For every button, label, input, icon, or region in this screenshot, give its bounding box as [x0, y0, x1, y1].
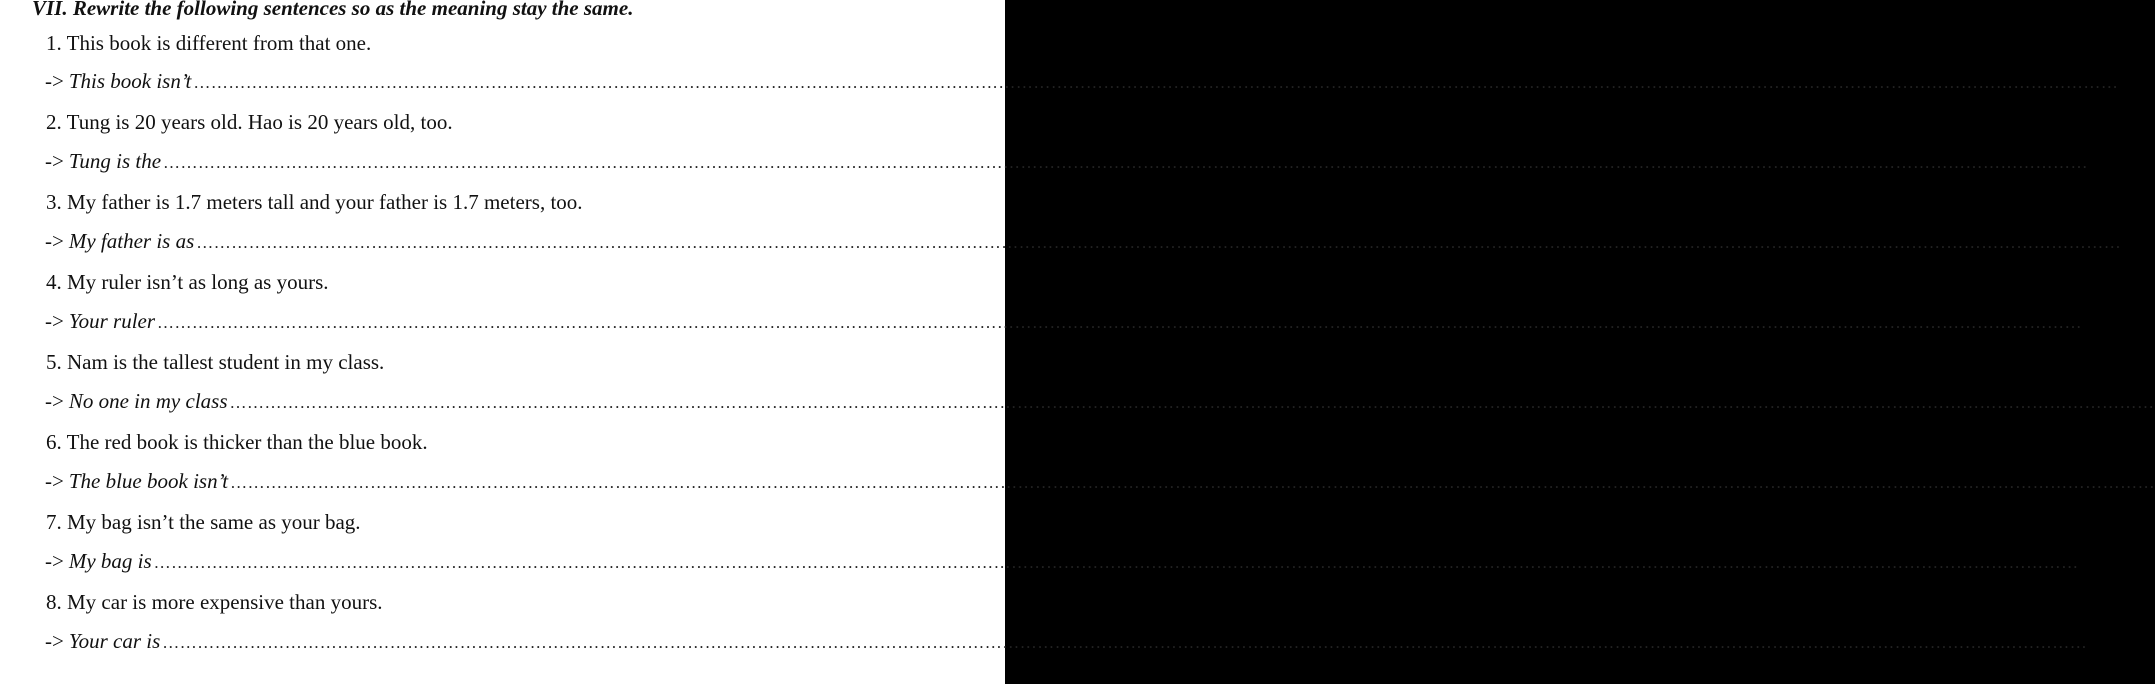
answer-line-2[interactable] — [45, 149, 2089, 175]
answer-line-7[interactable] — [45, 549, 2079, 575]
answer-blank-6[interactable]: …………………………………………………………………………………………………………………………………………………………………………………………………………………………………………………………………………………………………… — [230, 473, 2155, 492]
answer-blank-8[interactable]: …………………………………………………………………………………………………………………………………………………………………………………………………………………………………………………………………………………………………… — [162, 633, 2088, 652]
question-4: 4. My ruler isn’t as long as yours. — [46, 270, 329, 294]
exercise-title: VII. Rewrite the following sentences so as the meaning stay the same. — [32, 0, 634, 20]
question-1: 1. This book is different from that one. — [46, 31, 372, 55]
arrow-4: -> — [45, 309, 64, 333]
answer-prompt-3: My father is as — [68, 229, 195, 253]
answer-blank-3[interactable]: …………………………………………………………………………………………………………………………………………………………………………………………………………………………………………………………………………………………………… — [196, 233, 2122, 252]
answer-blank-1[interactable]: …………………………………………………………………………………………………………………………………………………………………………………………………………………………………………………………………………………………………… — [193, 73, 2119, 92]
question-8: 8. My car is more expensive than yours. — [46, 590, 383, 614]
answer-line-3[interactable] — [45, 229, 2122, 255]
answer-prompt-6: The blue book isn’t — [68, 469, 229, 493]
answer-prompt-7: My bag is — [68, 549, 152, 573]
arrow-8: -> — [45, 629, 64, 653]
arrow-3: -> — [45, 229, 64, 253]
answer-prompt-4: Your ruler — [68, 309, 156, 333]
answer-line-1[interactable] — [45, 69, 2119, 95]
arrow-2: -> — [45, 149, 64, 173]
question-5: 5. Nam is the tallest student in my class. — [46, 350, 385, 374]
arrow-1: -> — [45, 69, 64, 93]
answer-prompt-2: Tung is the — [68, 149, 162, 173]
question-2: 2. Tung is 20 years old. Hao is 20 years old, too. — [46, 110, 453, 134]
arrow-6: -> — [45, 469, 64, 493]
answer-prompt-8: Your car is — [68, 629, 161, 653]
arrow-5: -> — [45, 389, 64, 413]
question-3: 3. My father is 1.7 meters tall and your father is 1.7 meters, too. — [46, 190, 583, 214]
answer-blank-4[interactable]: …………………………………………………………………………………………………………………………………………………………………………………………………………………………………………………………………………………………………… — [157, 313, 2083, 332]
answer-blank-5[interactable]: …………………………………………………………………………………………………………………………………………………………………………………………………………………………………………………………………………………………………… — [229, 393, 2155, 412]
arrow-7: -> — [45, 549, 64, 573]
answer-blank-7[interactable]: …………………………………………………………………………………………………………………………………………………………………………………………………………………………………………………………………………………………………… — [153, 553, 2079, 572]
answer-line-8[interactable] — [45, 629, 2088, 655]
answer-prompt-5: No one in my class — [68, 389, 228, 413]
answer-prompt-1: This book isn’t — [68, 69, 192, 93]
question-7: 7. My bag isn’t the same as your bag. — [46, 510, 361, 534]
question-6: 6. The red book is thicker than the blue book. — [46, 430, 428, 454]
answer-line-4[interactable] — [45, 309, 2083, 335]
answer-blank-2[interactable]: …………………………………………………………………………………………………………………………………………………………………………………………………………………………………………………………………………………………………… — [163, 153, 2089, 172]
answer-line-5[interactable] — [45, 389, 2155, 415]
answer-line-6[interactable] — [45, 469, 2155, 495]
